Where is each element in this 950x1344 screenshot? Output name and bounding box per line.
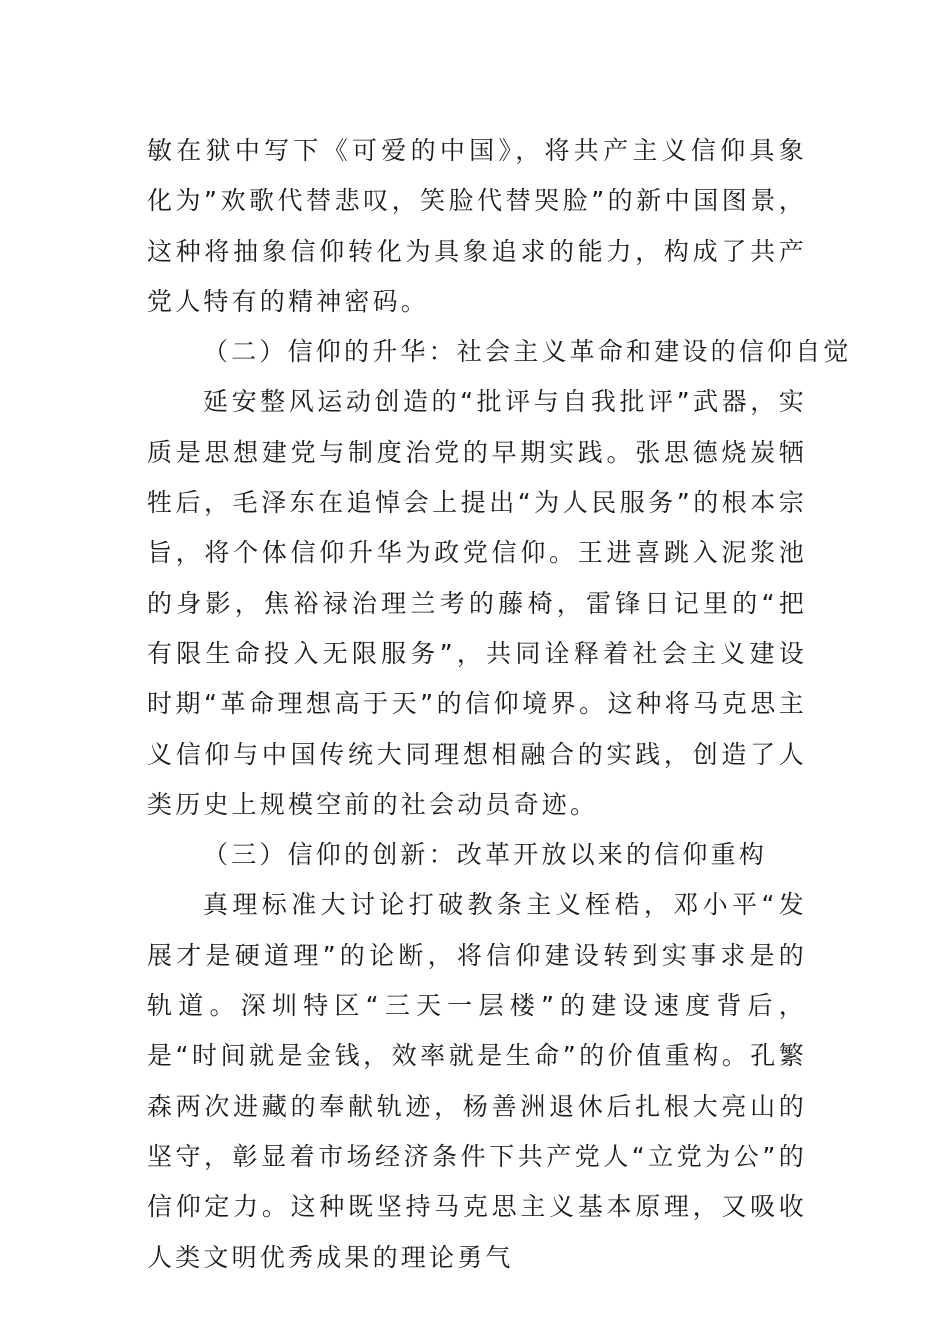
- body-paragraph: 敏在狱中写下《可爱的中国》，将共产主义信仰具象化为”欢歌代替悲叹，笑脸代替哭脸”的新中国图景，这种将抽象信仰转化为具象追求的能力，构成了共产党人特有的精神密码。: [147, 136, 807, 316]
- section-heading: （三）信仰的创新：改革开放以来的信仰重构: [203, 840, 768, 870]
- body-paragraph: 延安整风运动创造的“批评与自我批评”武器，实质是思想建党与制度治党的早期实践。张思德烧炭牺牲后，毛泽东在追悼会上提出“为人民服务”的根本宗旨，将个体信仰升华为政党信仰。王进喜跳入泥浆池的身影，焦裕禄治理兰考的藤椅，雷锋日记里的“把有限生命投入无限服务”，共同诠释着社会主义建设时期“革命理想高于天”的信仰境界。这种将马克思主义信仰与中国传统大同理想相融合的实践，创造了人类历史上规模空前的社会动员奇迹。: [147, 387, 807, 819]
- section-heading: （二）信仰的升华：社会主义革命和建设的信仰自觉: [203, 337, 852, 367]
- body-paragraph: 真理标准大讨论打破教条主义桎梏，邓小平“发展才是硬道理”的论断，将信仰建设转到实事求是的轨道。深圳特区“三天一层楼”的建设速度背后，是“时间就是金钱，效率就是生命”的价值重构。孔繁森两次进藏的奉献轨迹，杨善洲退休后扎根大亮山的坚守，彰显着市场经济条件下共产党人“立党为公”的信仰定力。这种既坚持马克思主义基本原理，又吸收人类文明优秀成果的理论勇气: [147, 890, 807, 1272]
- document-body: [147, 126, 852, 1283]
